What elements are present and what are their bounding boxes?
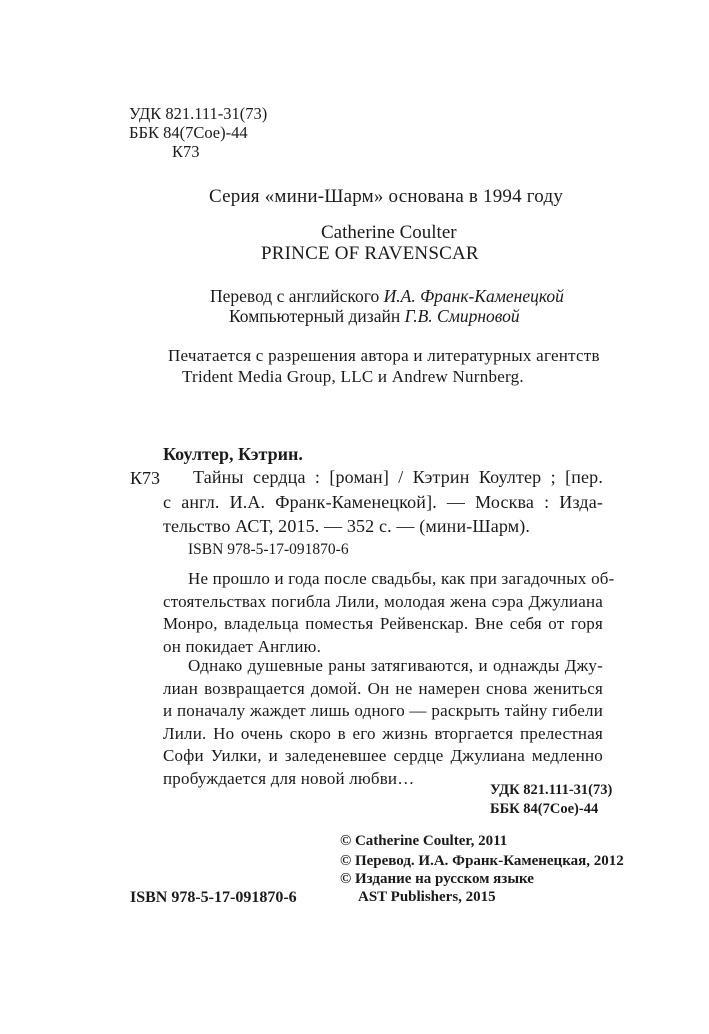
annotation-line: Софи Уилки, и заледеневшее сердце Джулиана медленно [163, 746, 603, 765]
translator-name: И.А. Франк-Каменецкой [383, 286, 564, 306]
catalog-mark: К73 [130, 468, 161, 488]
author-mark: К73 [172, 142, 200, 161]
translation-credit [210, 286, 564, 306]
annotation-line: он покидает Англию. [163, 636, 322, 656]
copyright-edition: © Издание на русском языке [340, 871, 534, 887]
copyright-translation: © Перевод. И.А. Франк-Каменецкая, 2012 [340, 852, 624, 869]
original-author: Catherine Coulter [321, 222, 457, 243]
bbk-code: ББК 84(7Сое)-44 [129, 123, 248, 142]
annotation-line: Монро, владельца поместья Рейвенскар. Вне себя от горя [163, 614, 603, 633]
catalog-heading: Коултер, Кэтрин. [163, 444, 303, 464]
footer-udk-code: УДК 821.111-31(73) [490, 782, 613, 798]
copyright-author: © Catherine Coulter, 2011 [340, 833, 508, 849]
permission-line-2: Trident Media Group, LLC и Andrew Nurnberg. [182, 367, 524, 386]
series-note: Серия «мини-Шарм» основана в 1994 году [209, 186, 564, 207]
design-label: Компьютерный дизайн [229, 306, 405, 326]
copyright-block [340, 832, 624, 906]
annotation-line: лиан возвращается домой. Он не намерен снова жениться [163, 678, 603, 698]
designer-name: Г.В. Смирновой [404, 306, 520, 326]
udk-code: УДК 821.111-31(73) [129, 104, 268, 123]
copyright-publisher: AST Publishers, 2015 [358, 889, 496, 905]
annotation-line: Не прошло и года после свадьбы, как при загадочных об- [188, 569, 615, 588]
annotation-paragraph-1 [163, 568, 615, 658]
footer-bbk-code: ББК 84(7Сое)-44 [490, 801, 599, 817]
catalog-line: Тайны сердца : [роман] / Кэтрин Коултер ; [пер. [193, 467, 603, 487]
original-title: PRINCE OF RAVENSCAR [261, 243, 479, 264]
annotation-line: пробуждается для новой любви… [163, 768, 415, 788]
annotation-line: Лили. Но очень скоро в его жизнь вторгается прелестная [163, 723, 603, 743]
annotation-paragraph-2 [163, 655, 603, 790]
catalog-description [163, 465, 603, 539]
catalog-isbn: ISBN 978-5-17-091870-6 [188, 541, 349, 558]
translation-label: Перевод с английского [210, 286, 384, 306]
isbn-bottom: ISBN 978-5-17-091870-6 [130, 889, 297, 906]
catalog-line: с англ. И.А. Франк-Каменецкой]. — Москва : Изда- [163, 491, 603, 512]
permission-line-1: Печатается с разрешения автора и литературных агентств [168, 346, 600, 365]
annotation-line: и поначалу жаждет лишь одного — раскрыть тайну гибели [163, 701, 603, 720]
annotation-line: стоятельствах погибла Лили, молодая жена сэра Джулиана [163, 591, 603, 611]
annotation-line: Однако душевные раны затягиваются, и однажды Джу- [188, 656, 603, 675]
catalog-line: тельство АСТ, 2015. — 352 с. — (мини-Шарм). [163, 516, 531, 536]
design-credit [229, 306, 520, 326]
